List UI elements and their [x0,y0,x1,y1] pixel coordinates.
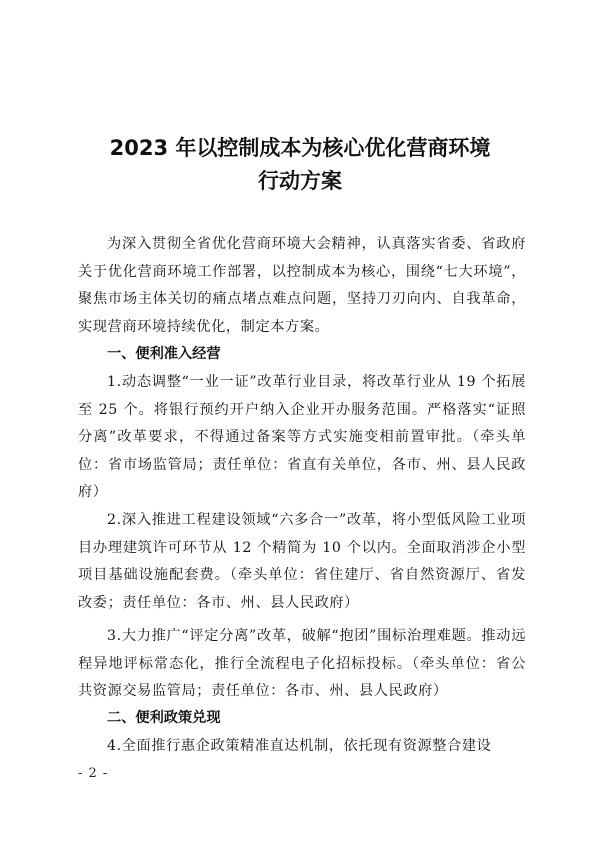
section-1-item-3: 3.大力推广“评定分离”改革，破解“抱团”围标治理难题。推动远程异地评标常态化，推行全流程电子化招标投标。（牵头单位：省公共资源交易监管局；责任单位：各市、州、县人民政府） [78,628,526,699]
section-1-item-2: 2.深入推进工程建设领域“六多合一”改革，将小型低风险工业项目办理建筑许可环节从 12 个精简为 10 个以内。全面取消涉企小型项目基础设施配套费。（牵头单位：省住建厅、省自然资源厅、省发改委；责任单位：各市、州、县人民政府） [78,512,526,611]
document-title-line1: 2023 年以控制成本为核心优化营商环境 [109,136,491,160]
section-1-item-1: 1.动态调整“一业一证”改革行业目录，将改革行业从 19 个拓展至 25 个。将银行预约开户纳入企业开办服务范围。严格落实“证照分离”改革要求，不得通过备案等方式实施变相前置审批。（牵头单位：省市场监管局；责任单位：省直有关单位，各市、州、县人民政府） [78,374,526,500]
section-2-item-1: 4.全面推行惠企政策精准直达机制，依托现有资源整合建设 [107,738,492,754]
document-title-line2: 行动方案 [258,169,342,193]
section-heading-1: 一、便利准入经营 [107,346,221,362]
intro-paragraph: 为深入贯彻全省优化营商环境大会精神，认真落实省委、省政府关于优化营商环境工作部署，以控制成本为核心，围绕“七大环境”，聚焦市场主体关切的痛点堵点难点问题，坚持刀刃向内、自我革命，实现营商环境持续优化，制定本方案。 [78,236,526,335]
section-heading-2: 二、便利政策兑现 [107,710,221,726]
page-number: - 2 - [78,766,109,781]
